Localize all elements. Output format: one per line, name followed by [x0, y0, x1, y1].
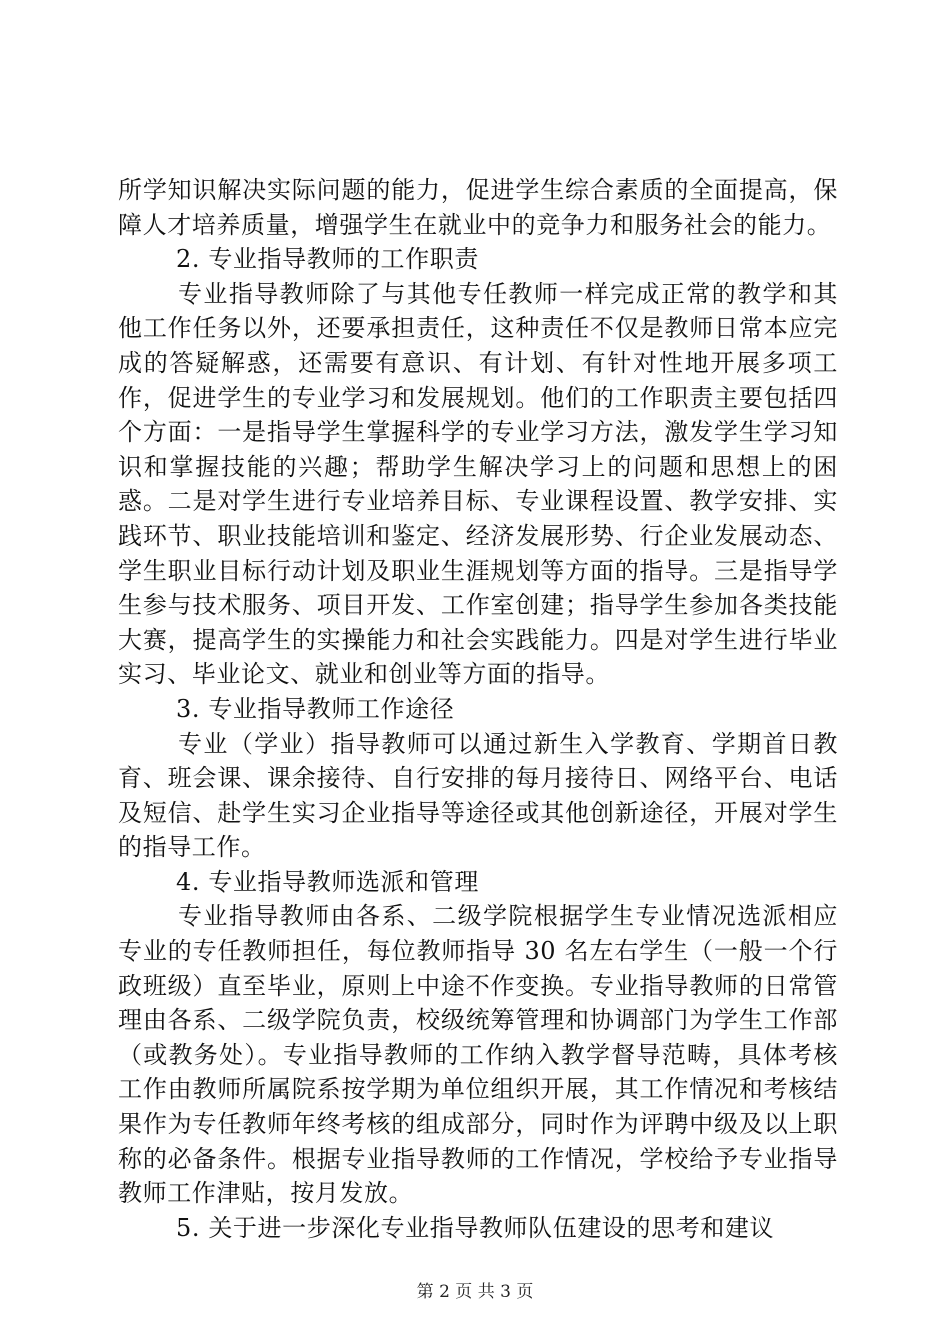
section-heading-5: 5. 关于进一步深化专业指导教师队伍建设的思考和建议 [176, 1213, 775, 1242]
section-heading-4: 4. 专业指导教师选派和管理 [176, 867, 479, 896]
paragraph-duties: 专业指导教师除了与其他专任教师一样完成正常的教学和其他工作任务以外，还要承担责任，这种责任不仅是教师日常本应完成的答疑解惑，还需要有意识、有计划、有针对性地开展多项工作，促进学生的专业学习和发展规划。他们的工作职责主要包括四个方面：一是指导学生掌握科学的专业学习方法，激发学生学习知识和掌握技能的兴趣；帮助学生解决学习上的问题和思想上的困惑。二是对学生进行专业培养目标、专业课程设置、教学安排、实践环节、职业技能培训和鉴定、经济发展形势、行企业发展动态、学生职业目标行动计划及职业生涯规划等方面的指导。三是指导学生参与技术服务、项目开发、工作室创建；指导学生参加各类技能大赛，提高学生的实操能力和社会实践能力。四是对学生进行毕业实习、毕业论文、就业和创业等方面的指导。 [118, 279, 838, 689]
paragraph-approaches: 专业（学业）指导教师可以通过新生入学教育、学期首日教育、班会课、课余接待、自行安排的每月接待日、网络平台、电话及短信、赴学生实习企业指导等途径或其他创新途径，开展对学生的指导工作。 [118, 729, 838, 862]
document-body [118, 173, 838, 1245]
paragraph-management: 专业指导教师由各系、二级学院根据学生专业情况选派相应专业的专任教师担任，每位教师指导 30 名左右学生（一般一个行政班级）直至毕业，原则上中途不作变换。专业指导教师的日常管理由各系、二级学院负责，校级统筹管理和协调部门为学生工作部（或教务处）。专业指导教师的工作纳入教学督导范畴，具体考核工作由教师所属院系按学期为单位组织开展，其工作情况和考核结果作为专任教师年终考核的组成部分，同时作为评聘中级及以上职称的必备条件。根据专业指导教师的工作情况，学校给予专业指导教师工作津贴，按月发放。 [118, 902, 838, 1208]
section-heading-2: 2. 专业指导教师的工作职责 [176, 245, 479, 274]
page-number-footer: 第 2 页 共 3 页 [416, 1282, 534, 1302]
section-heading-3: 3. 专业指导教师工作途径 [176, 694, 455, 723]
paragraph-continuation: 所学知识解决实际问题的能力，促进学生综合素质的全面提高，保障人才培养质量，增强学生在就业中的竞争力和服务社会的能力。 [118, 176, 838, 239]
